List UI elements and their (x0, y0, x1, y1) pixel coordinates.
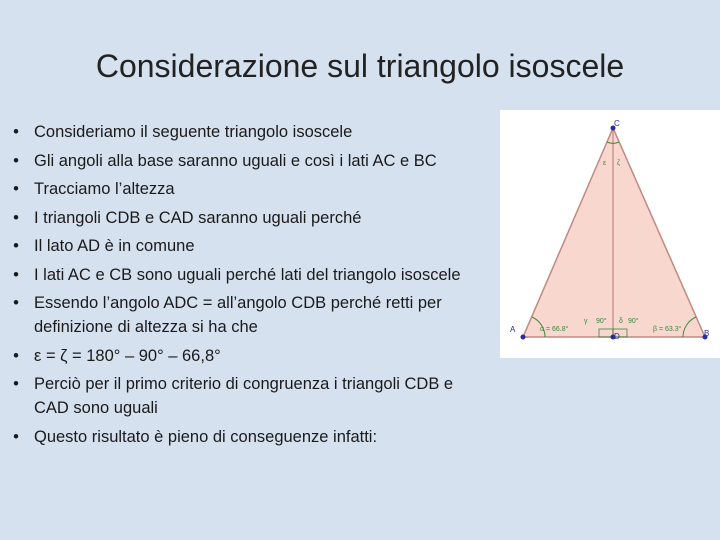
bullet-item (8, 120, 488, 144)
bullet-item (8, 291, 488, 339)
bullet-text: Il lato AD è in comune (34, 237, 195, 255)
label-B: B (704, 329, 710, 338)
bullet-item (8, 263, 488, 287)
bullet-item (8, 234, 488, 258)
label-gamma-value: 90° (596, 318, 607, 325)
label-delta-value: 90° (628, 318, 639, 325)
bullet-text: ε = ζ = 180° – 90° – 66,8° (34, 346, 221, 365)
triangle-figure (500, 110, 720, 358)
slide-title: Considerazione sul triangolo isoscele (95, 48, 625, 84)
label-delta: δ (619, 318, 623, 325)
triangle-shape (523, 128, 705, 337)
point-A (521, 335, 526, 340)
label-C: C (614, 119, 620, 128)
label-epsilon: ε (603, 160, 607, 167)
bullet-icon: • (13, 427, 19, 446)
triangle-diagram (500, 110, 720, 358)
bullet-icon: • (13, 180, 19, 198)
label-beta: β = 63.3° (653, 326, 682, 333)
bullet-text: Perciò per il primo criterio di congruenza i triangoli CDB e CAD sono uguali (34, 375, 454, 417)
bullet-text: Essendo l’angolo ADC = all’angolo CDB perché retti per definizione di altezza si ha che (34, 294, 442, 336)
label-A: A (510, 325, 516, 334)
bullet-list (8, 120, 488, 453)
label-gamma: γ (584, 318, 588, 325)
bullet-icon: • (13, 346, 19, 365)
bullet-text: I lati AC e CB sono uguali perché lati del triangolo isoscele (34, 265, 461, 284)
bullet-icon: • (13, 151, 19, 170)
bullet-icon: • (13, 294, 19, 312)
bullet-item (8, 177, 488, 201)
label-alpha: α = 66.8° (540, 326, 569, 333)
label-zeta: ζ (617, 160, 621, 167)
bullet-icon: • (13, 123, 19, 141)
bullet-item (8, 149, 488, 173)
bullet-item (8, 206, 488, 230)
bullet-icon: • (13, 265, 19, 284)
label-D: D (614, 332, 620, 341)
bullet-text: Gli angoli alla base saranno uguali e così i lati AC e BC (34, 151, 437, 170)
bullet-icon: • (13, 208, 19, 227)
bullet-icon: • (13, 237, 19, 255)
bullet-text: Consideriamo il seguente triangolo isoscele (34, 123, 353, 141)
bullet-text: Questo risultato è pieno di conseguenze infatti: (34, 427, 378, 446)
bullet-item (8, 425, 488, 449)
bullet-item (8, 344, 488, 368)
bullet-text: Tracciamo l’altezza (34, 180, 175, 198)
bullet-icon: • (13, 375, 19, 393)
bullet-item (8, 372, 488, 420)
bullet-text: I triangoli CDB e CAD saranno uguali perché (34, 208, 362, 227)
